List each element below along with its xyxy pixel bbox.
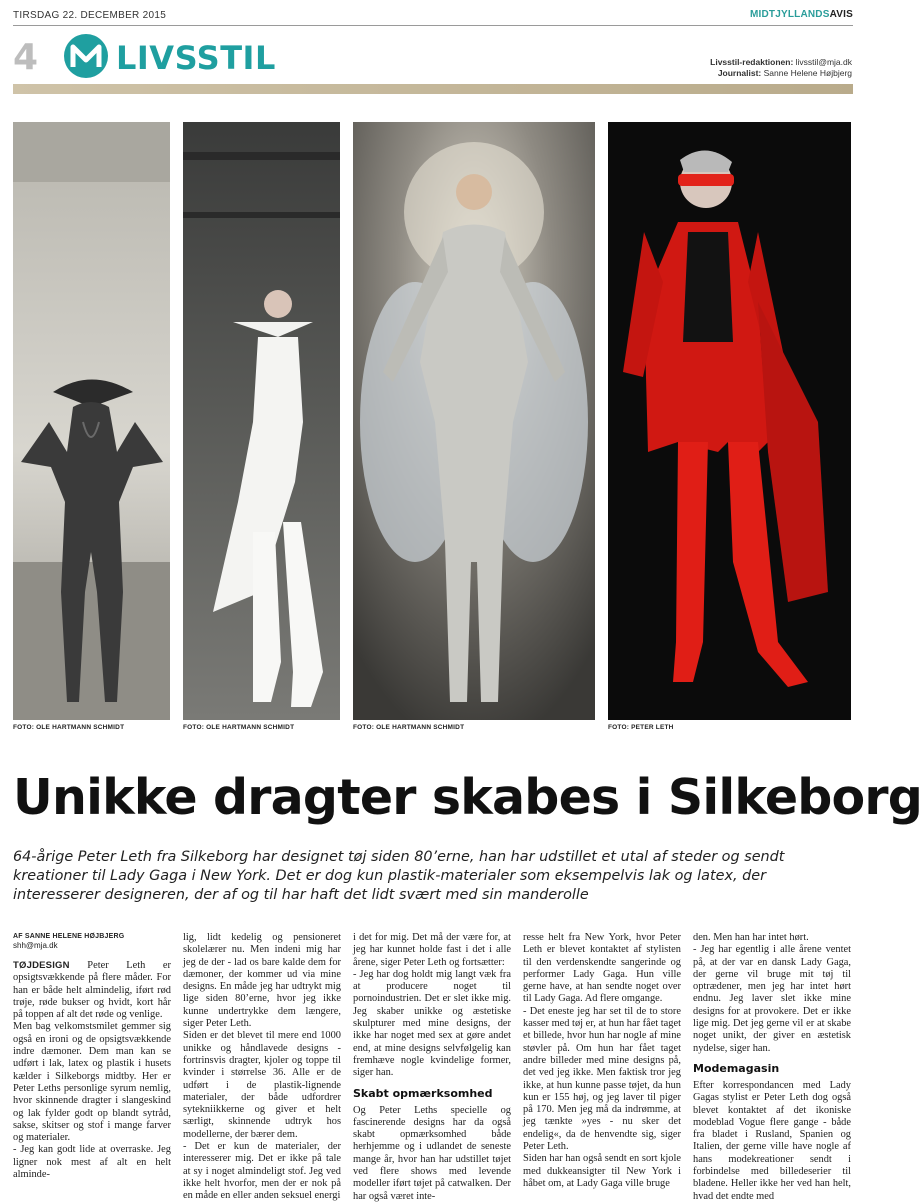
article-byline: AF SANNE HELENE HØJBJERG bbox=[13, 933, 125, 940]
article-subheading: Skabt opmærksomhed bbox=[353, 1086, 493, 1100]
top-rule bbox=[13, 8, 853, 26]
photo-caption: FOTO: OLE HARTMANN SCHMIDT bbox=[13, 724, 125, 731]
article-paragraph: - Jeg kan godt lide at overraske. Jeg ligner nok mest af alt en helt alminde- bbox=[13, 1144, 171, 1181]
editorial-line bbox=[710, 57, 852, 68]
article-lead: 64-årige Peter Leth fra Silkeborg har designet tøj siden 80’erne, han har udstillet et utal af steder og sendt kreationer til Lady Gaga i New York. Det er dog kun plastik-materialer som eksempelvis lak og latex, der interesserer designeren, der af og til har haft det lidt svært med sin manderolle bbox=[13, 849, 785, 903]
photo-silver-winged-suit bbox=[353, 122, 595, 720]
issue-date: TIRSDAG 22. DECEMBER 2015 bbox=[13, 10, 167, 21]
photo-caption: FOTO: PETER LETH bbox=[608, 724, 674, 731]
newspaper-name bbox=[750, 9, 853, 20]
article-text: Peter Leth er opsigtsvækkende på flere måder. For han er både helt almindelig, iført rød trøje, røde bukser og hvidt, kort hår på toppen af alt det røde og venlige. bbox=[13, 960, 171, 1021]
article-paragraph bbox=[13, 960, 171, 1021]
article-paragraph: Efter korrespondancen med Lady Gagas stylist er Peter Leth dog også blevet kontaktet af det ikoniske modeblad Vogue flere gange - både fra bladet i Rusland, Spanien og Italien, der gerne ville have nogle af hans modekreationer sendt i forbindelse med billedeserier til bladene. Heller ikke her ved han helt, hvad det endte med bbox=[693, 1079, 851, 1202]
section-title: LIVSSTIL bbox=[116, 39, 276, 77]
article-paragraph: - Jeg har egentlig i alle årene ventet på, at der var en dansk Lady Gaga, der gerne vil bruge mit tøj til optrædener, men jeg har intet hørt endnu. Jeg laver slet ikke mine designs for at provokere. Det er ikke lige mig. Det jeg gerne vil er at skabe noget unikt, der giver en æstetisk nydelse, siger han. bbox=[693, 944, 851, 1054]
article-column-2 bbox=[183, 932, 341, 1202]
article-paragraph: resse helt fra New York, hvor Peter Leth er blevet kontaktet af stylisten til den verdenskendte sangerinde og performer Lady Gaga. Hun ville gerne have, at han sendte noget over til Lady Gaga. Ad flere omgange. bbox=[523, 932, 681, 1005]
photo-black-latex-suit bbox=[13, 122, 170, 720]
photo-red-lacquer-coat bbox=[608, 122, 851, 720]
article-paragraph: lig, lidt kedelig og pensioneret skolelærer nu. Men indeni mig har jeg de der - lad os bare kalde dem for dæmoner, der kommer ud via mine designs. En måde jeg har udtrykt mig lige siden 80’erne, hvor jeg ikke kunne undertrykke dem længere, siger Peter Leth. bbox=[183, 932, 341, 1030]
article-headline: Unikke dragter skabes i Silkeborg bbox=[13, 769, 922, 826]
section-logo-icon bbox=[63, 33, 109, 79]
article-paragraph: Men bag velkomstsmilet gemmer sig også en ironi og de opsigtsvækkende indre dæmoner. Dem man kan se udført i lak, latex og plastik i husets kælder i Silkeborgs midtby. Her er Peter Leths personlige syrum nemlig, hvor skinnende dragter i slangeskind og lak fylder godt op blandt sytråd, sakse, skitser og stof i mange farver og materialer. bbox=[13, 1021, 171, 1144]
article-paragraph: Og Peter Leths specielle og fascinerende designs har da også skabt opmærksomhed både herhjemme og i udlandet de seneste mange år, hvor han har udstillet tøjet ved flere shows med levende modeller iført tøjet på catwalken. Der har også været inte- bbox=[353, 1104, 511, 1202]
newspaper-name-a: MIDTJYLLANDS bbox=[749, 9, 830, 20]
article-paragraph: i det for mig. Det må der være for, at jeg har kunnet holde fast i det i alle årene, siger Peter Leth og fortsætter: bbox=[353, 932, 511, 968]
section-band bbox=[13, 84, 853, 94]
photo-white-outfit bbox=[183, 122, 340, 720]
photo-caption: FOTO: OLE HARTMANN SCHMIDT bbox=[183, 724, 295, 731]
article-subheading: Modemagasin bbox=[693, 1061, 780, 1075]
article-column-5 bbox=[693, 932, 851, 1202]
article-paragraph: - Jeg har dog holdt mig langt væk fra at producere noget til pornoindustrien. Det er slet ikke mig. Jeg skaber unikke og æstetiske skulpturer med mine designs, der ikke har noget med sex at gøre andet end, at mine designs selvfølgelig kan fremhæve nogle kvindelige former, siger han. bbox=[353, 968, 511, 1079]
article-byline-email: shh@mja.dk bbox=[13, 941, 58, 950]
journalist-name: Sanne Helene Højbjerg bbox=[763, 68, 852, 78]
article-paragraph: den. Men han har intet hørt. bbox=[693, 932, 809, 943]
editorial-label: Livsstil-redaktionen: bbox=[710, 57, 794, 67]
article-paragraph: - Det eneste jeg har set til de to store kasser med tøj er, at hun har fået taget et billede, hvor hun har nogle af mine støvler på. Om hun har fået taget andre billeder med mine designs på, det ved jeg ikke. Men faktisk tror jeg ikke, at hun kunne passe tøjet, da hun kun er 155 høj, og jeg laver til piger på 170. Men jeg må da indrømme, at jeg tænkte »yes - nu sker det endelig«, da de henvendte sig, siger Peter Leth. bbox=[523, 1005, 681, 1153]
article-column-4 bbox=[523, 932, 681, 1189]
photo-caption: FOTO: OLE HARTMANN SCHMIDT bbox=[353, 724, 465, 731]
page-number: 4 bbox=[13, 37, 39, 78]
article-column-3 bbox=[353, 932, 511, 1202]
journalist-line bbox=[710, 68, 852, 79]
article-kicker: TØJDESIGN bbox=[13, 960, 70, 971]
article-paragraph: Siden er det blevet til mere end 1000 unikke og håndlavede designs - fortrinsvis dragter, kjoler og toppe til kvinder i størrelse 36. Alle er de udført i de plastik-lignende materialer, der både udfordrer sytekniikkerne og giver et helt særligt, skinnende udtryk hos modellerne, der bærer dem. bbox=[183, 1030, 341, 1140]
editorial-credits bbox=[710, 57, 852, 79]
article-paragraph: - Det er kun de materialer, der interesserer mig. Det er ikke på tale at sy i noget almindeligt stof. Jeg ved ikke helt hvorfor, men der er nok på en måde en eller anden seksuel energi bbox=[183, 1141, 341, 1202]
article-column-1 bbox=[13, 932, 171, 1181]
newspaper-name-b: AVIS bbox=[829, 9, 853, 20]
editorial-email: livsstil@mja.dk bbox=[795, 57, 852, 67]
journalist-label: Journalist: bbox=[717, 68, 762, 78]
article-paragraph: Siden har han også sendt en sort kjole med dukkeansigter til New York i håbet om, at Lady Gaga ville bruge bbox=[523, 1153, 681, 1189]
